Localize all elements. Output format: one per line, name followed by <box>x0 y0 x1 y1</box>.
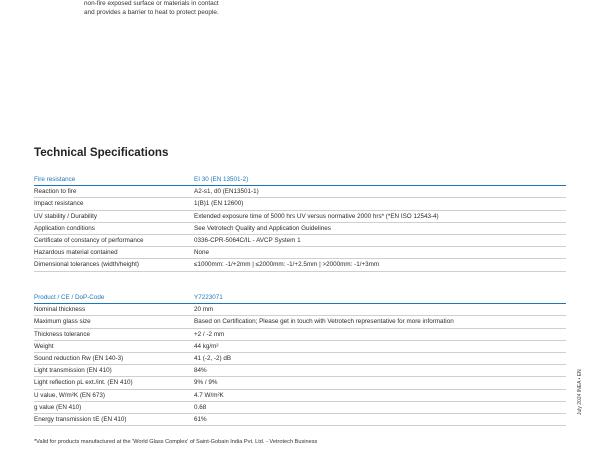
table-row <box>34 235 566 247</box>
row-label: Impact resistance <box>34 198 188 210</box>
row-label: Energy transmission τE (EN 410) <box>34 414 188 426</box>
row-value: +2 / -2 mm <box>188 328 566 340</box>
row-value: 84% <box>188 365 566 377</box>
row-label: Certificate of constancy of performance <box>34 235 188 247</box>
row-value: 0336-CPR-5064C/IL - AVCP System 1 <box>188 235 566 247</box>
row-label: Thickness tolerance <box>34 328 188 340</box>
intro-line-1: non-fire exposed surface or materials in contact <box>84 0 219 7</box>
row-value: Extended exposure time of 5000 hrs UV versus normative 2000 hrs* (*EN ISO 12543-4) <box>188 210 566 222</box>
row-value: 61% <box>188 414 566 426</box>
row-value: None <box>188 247 566 259</box>
table-row <box>34 353 566 365</box>
fire-spec-table <box>34 174 566 272</box>
row-value: 0.68 <box>188 401 566 413</box>
table-row <box>34 377 566 389</box>
header-value: Y7223071 <box>188 292 566 304</box>
row-label: Light transmission (EN 410) <box>34 365 188 377</box>
table-row <box>34 210 566 222</box>
table-row <box>34 389 566 401</box>
row-value: 9% / 9% <box>188 377 566 389</box>
section-heading: Technical Specifications <box>34 146 169 159</box>
row-label: Nominal thickness <box>34 304 188 316</box>
row-value: 20 mm <box>188 304 566 316</box>
table-row <box>34 222 566 234</box>
table-row <box>34 259 566 271</box>
row-label: Maximum glass size <box>34 316 188 328</box>
table-header-row <box>34 292 566 304</box>
table-row <box>34 401 566 413</box>
row-label: Sound reduction Rw (EN 140-3) <box>34 353 188 365</box>
row-value: ≤1000mm: -1/+2mm | ≤2000mm: -1/+2.5mm | >2000mm: -1/+3mm <box>188 259 566 271</box>
row-label: Weight <box>34 340 188 352</box>
table-row <box>34 365 566 377</box>
intro-line-2: and provides a barrier to heat to protect people. <box>84 8 219 16</box>
row-value: 4.7 W/m²K <box>188 389 566 401</box>
row-value: 1(B)1 (EN 12600) <box>188 198 566 210</box>
row-value: 44 kg/m² <box>188 340 566 352</box>
row-label: U value, W/m²K (EN 673) <box>34 389 188 401</box>
row-label: Application conditions <box>34 222 188 234</box>
product-spec-table <box>34 292 566 426</box>
row-value: A2-s1, d0 (EN13501-1) <box>188 186 566 198</box>
row-label: Reaction to fire <box>34 186 188 198</box>
table-row <box>34 304 566 316</box>
table-row <box>34 316 566 328</box>
row-value: 41 (-2, -2) dB <box>188 353 566 365</box>
header-value: EI 30 (EN 13501-2) <box>188 174 566 186</box>
header-label: Fire resistance <box>34 174 188 186</box>
table-row <box>34 340 566 352</box>
row-value: See Vetrotech Quality and Application Guidelines <box>188 222 566 234</box>
intro-text <box>84 0 284 17</box>
table-row <box>34 247 566 259</box>
row-label: Light reflection ρL ext./int. (EN 410) <box>34 377 188 389</box>
row-value: Based on Certification; Please get in touch with Vetrotech representative for more information <box>188 316 566 328</box>
table-header-row <box>34 174 566 186</box>
table-row <box>34 198 566 210</box>
header-label: Product / CE / DoP-Code <box>34 292 188 304</box>
table-row <box>34 186 566 198</box>
row-label: g value (EN 410) <box>34 401 188 413</box>
row-label: UV stability / Durability <box>34 210 188 222</box>
row-label: Dimensional tolerances (width/height) <box>34 259 188 271</box>
footnote: *Valid for products manufactured at the 'World Glass Complex' of Saint-Gobain India Pvt. Ltd. - Vetrotech Business <box>34 439 318 445</box>
table-row <box>34 414 566 426</box>
row-label: Hazardous material contained <box>34 247 188 259</box>
table-row <box>34 328 566 340</box>
edition-label: July 2024 INEA • EN <box>577 369 583 415</box>
